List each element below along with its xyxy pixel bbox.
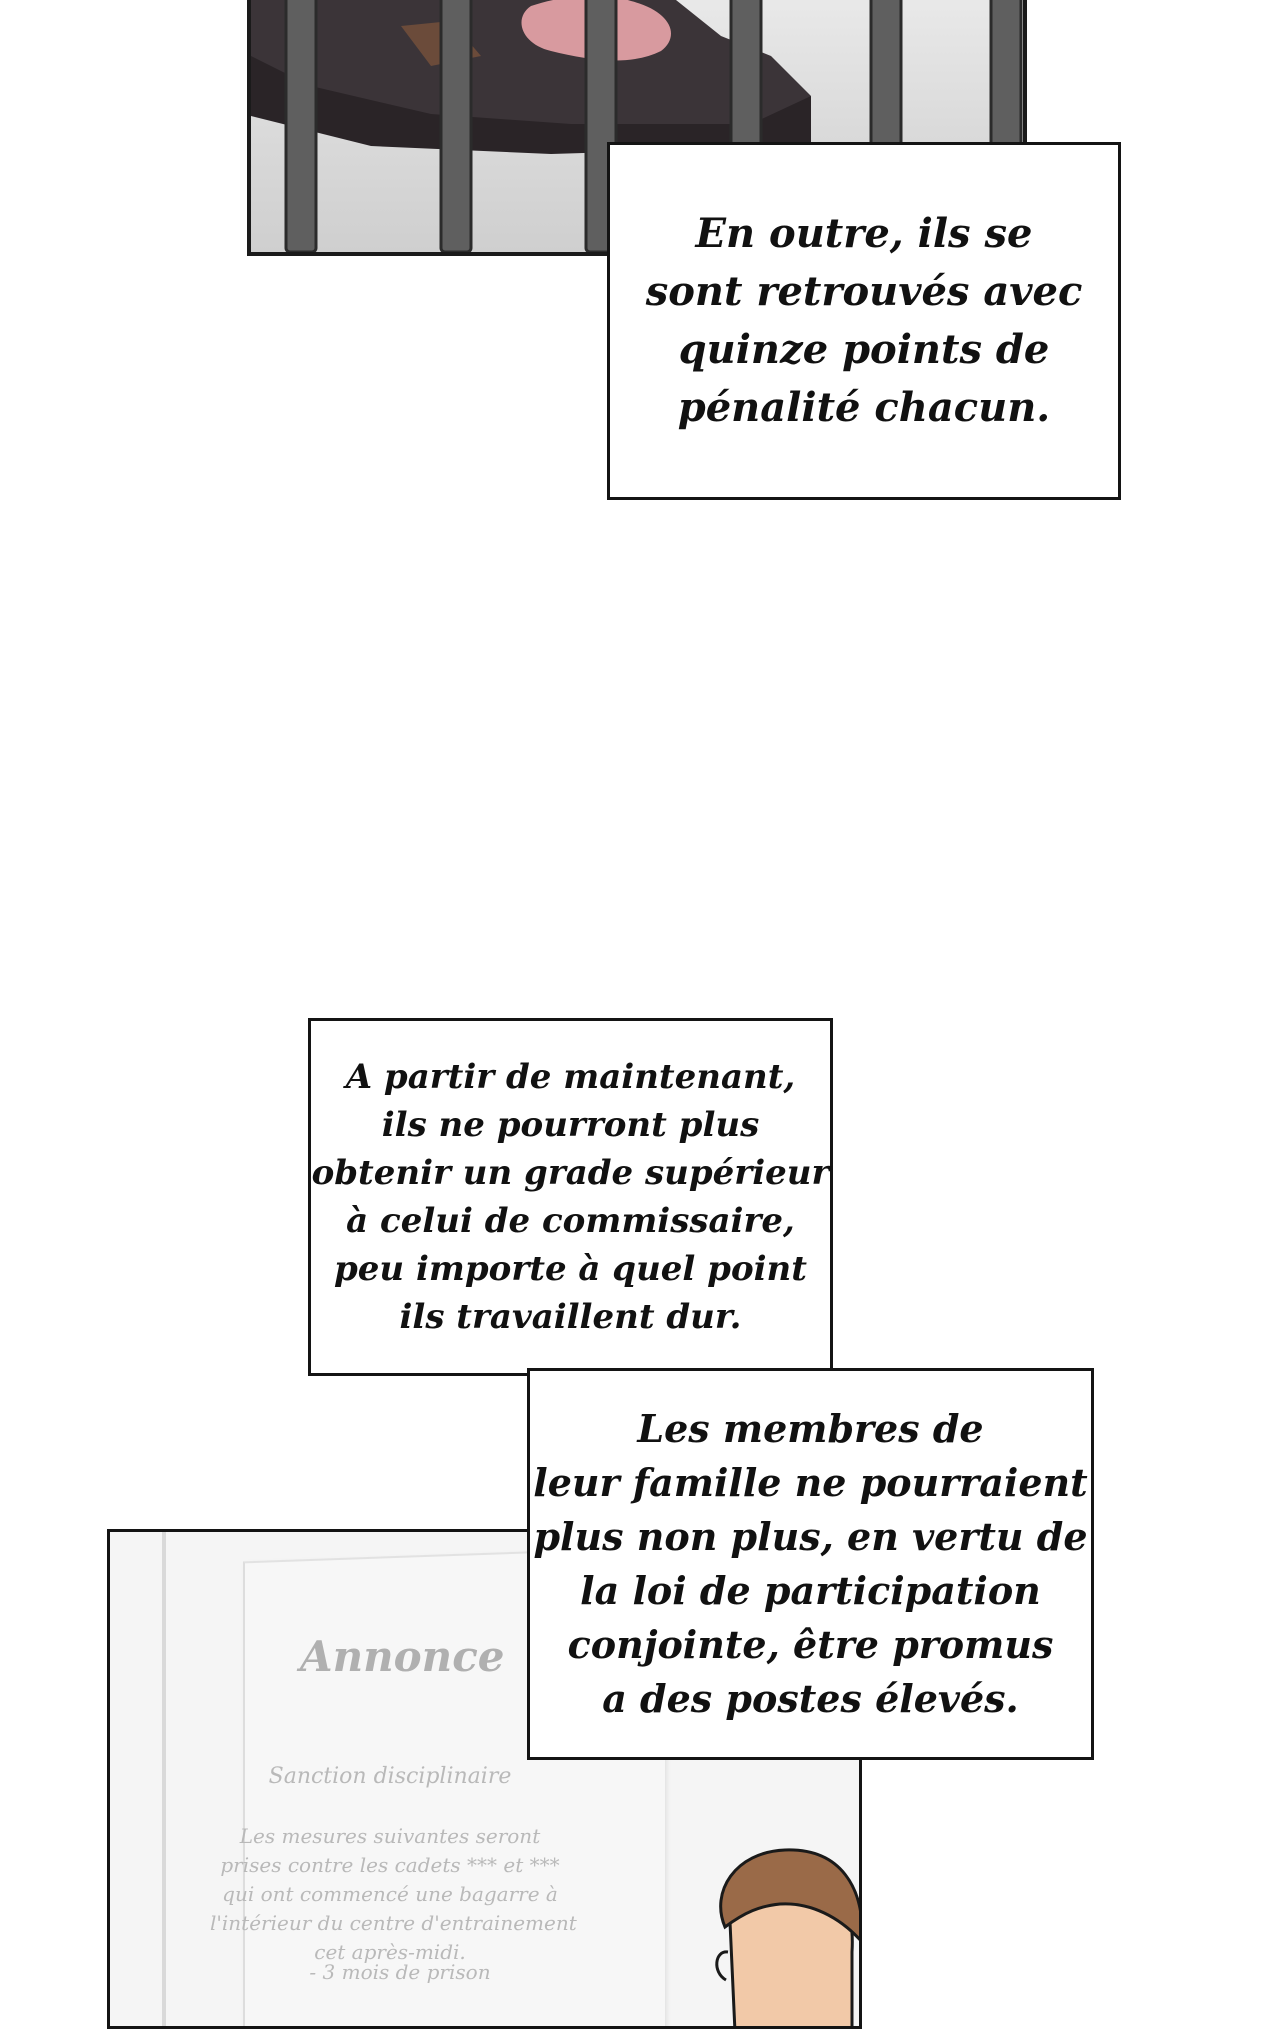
caption-box-family [527, 1368, 1094, 1760]
caption-box-grade [308, 1018, 833, 1376]
caption-line: conjointe, être promus [567, 1622, 1054, 1667]
bar-6 [991, 0, 1021, 146]
notice-line: Les mesures suivantes seront [239, 1824, 541, 1848]
notice-subtitle: Sanction disciplinaire [268, 1764, 512, 1789]
bar-4 [731, 0, 761, 146]
notice-body [210, 1822, 577, 1967]
caption-line: ils ne pourront plus [381, 1105, 760, 1145]
caption-line: obtenir un grade supérieur [311, 1153, 830, 1193]
caption-line: à celui de commissaire, [346, 1201, 795, 1241]
caption-line: ils travaillent dur. [399, 1297, 742, 1337]
notice-sentence: - 3 mois de prison [309, 1960, 491, 1984]
caption-line: leur famille ne pourraient [533, 1460, 1088, 1505]
caption-line: pénalité chacun. [677, 384, 1051, 431]
bar-5 [871, 0, 901, 146]
bar-1 [286, 0, 316, 252]
caption-line: plus non plus, en vertu de [533, 1514, 1088, 1559]
caption-line: a des postes élevés. [602, 1676, 1019, 1721]
person-ear [717, 1952, 728, 1980]
caption-box-penalty [607, 142, 1121, 500]
notice-title: Annonce [300, 1632, 505, 1681]
wall-edge [162, 1532, 166, 2029]
notice-line: l'intérieur du centre d'entrainement [210, 1911, 577, 1935]
caption-line: Les membres de [637, 1406, 984, 1451]
caption-line: En outre, ils se [695, 210, 1033, 257]
caption-line: la loi de participation [580, 1568, 1041, 1613]
caption-line: quinze points de [678, 326, 1050, 373]
notice-line: qui ont commencé une bagarre à [222, 1882, 558, 1906]
notice-line: cet après-midi. [314, 1940, 466, 1964]
caption-line: sont retrouvés avec [645, 268, 1083, 315]
caption-line: A partir de maintenant, [345, 1057, 796, 1097]
person-illustration [640, 1832, 862, 2029]
bar-2 [441, 0, 471, 252]
caption-line: peu importe à quel point [334, 1249, 807, 1289]
notice-line: prises contre les cadets *** et *** [220, 1853, 560, 1877]
